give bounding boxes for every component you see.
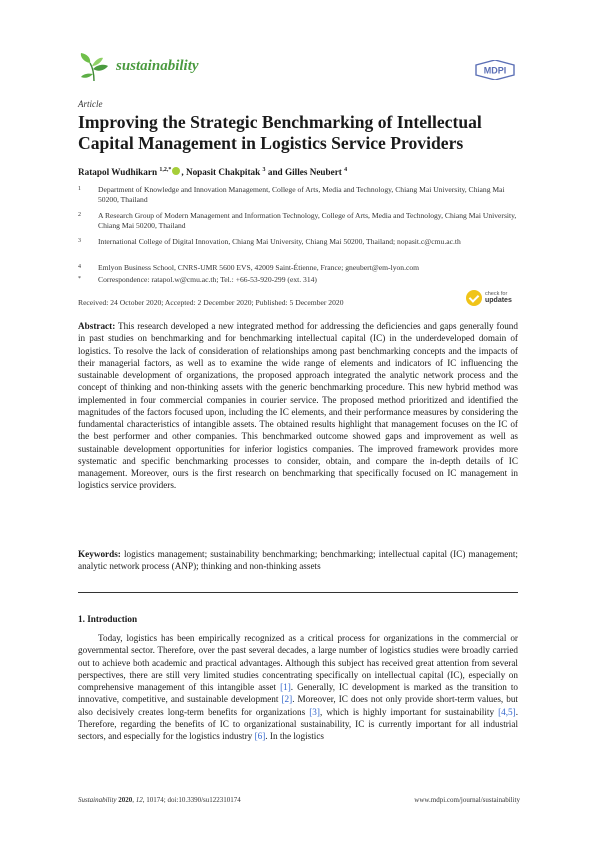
check-updates-icon	[466, 290, 482, 306]
intro-text: Today, logistics has been empirically recognized as a critical process for organizations in the commercial or governmental sector. Therefore, over the past several decades, a large number of logistics studies were broadly carried out to achieve both academic and practical advantages. Although this subject has received great attention from several perspectives, there are still very limited studies concentrating specifically on intellectual capital (IC), especially on comprehensive management of this intangible asset	[78, 633, 518, 692]
introduction-paragraph	[78, 632, 518, 742]
keywords	[78, 548, 518, 573]
intro-text: . Generally, IC development is marked as the transition to innovative, competitive, and sustainable development	[78, 682, 518, 705]
orcid-icon[interactable]	[172, 167, 180, 175]
affiliation-text: International College of Digital Innovation, Chiang Mai University, Chiang Mai 50200, Thailand; nopasit.c@cmu.ac.th	[98, 237, 461, 246]
author-affiliation-mark: 4	[344, 167, 348, 173]
article-title: Improving the Strategic Benchmarking of Intellectual Capital Management in Logistics Service Providers	[78, 112, 482, 153]
citation-link[interactable]: [4,5]	[498, 706, 516, 717]
abstract	[78, 320, 518, 492]
check-for-updates-button[interactable]	[466, 290, 520, 308]
affiliation-number: 4	[78, 264, 81, 270]
author-affiliation-mark: 3	[262, 167, 266, 173]
author-name[interactable]: Ratapol Wudhikarn	[78, 167, 158, 178]
author-affiliation-mark: 1,2,*	[159, 167, 172, 173]
keywords-text: logistics management; sustainability benchmarking; benchmarking; intellectual capital (IC) management; analytic network process (ANP); thinking and non-thinking assets	[78, 549, 518, 572]
affiliation-text: A Research Group of Modern Management and Information Technology, College of Arts, Media and Technology, Chiang Mai University, Chiang Mai 50200, Thailand	[98, 211, 517, 231]
section-heading: 1. Introduction	[78, 614, 138, 624]
intro-text: . Therefore, regarding the benefits of IC to organizational sustainability, IC is currently important for all industrial sectors, and especially for the logistics industry	[78, 706, 519, 741]
author-list: Ratapol Wudhikarn $^{1,2,*}$ , Nopasit Chakpitak $^3$ and Gilles Neubert $^4$	[78, 167, 348, 178]
footer-volume: 12	[135, 796, 143, 804]
citation-link[interactable]: [2]	[281, 694, 293, 705]
journal-name: sustainability	[116, 58, 199, 74]
citation-link[interactable]: [6]	[254, 731, 266, 741]
publication-dates: Received: 24 October 2020; Accepted: 2 December 2020; Published: 5 December 2020	[78, 298, 344, 307]
intro-text: , which is highly important for sustainability	[319, 706, 499, 717]
correspondence-text: Correspondence: ratapol.w@cmu.ac.th; Tel.: +66-53-920-299 (ext. 314)	[98, 275, 317, 284]
abstract-text: This research developed a new integrated method for addressing the deficiencies and gaps generally found in past studies on benchmarking and for benchmarking intellectual capital (IC) in the underdeveloped domain of logistics. To resolve the lack of consideration of relationships among past benchmarking concepts and the impacts of their managerial factors, as well as to examine the wide range of elements and indicators of IC influencing the sustainable development of organizations, the proposed approach integrated the analytic network process and the concept of thinking and non-thinking assets with the generic benchmarking procedure. This new hybrid method was implemented in four commercial companies in courier service. The proposed method prioritized and identified the magnitudes of the factors focused upon, including the IC elements, and their performance measures by considering the fundamental characteristics of intangible assets. The obtained results highlight that management focuses on the IC of the best performer and other companies. This benchmarked outcome showed gaps and improvement as well as sustainable development opportunities for inferior logistics companies. The improved framework provides more systematic and specific benchmarking processes to consider, obtain, and compare the in-depth details of IC management. Moreover, ours is the first research on benchmarking that specifically focused on IC management in logistics service providers.	[78, 321, 518, 491]
publisher-logo-text: MDPI	[483, 65, 507, 76]
keywords-label: Keywords:	[78, 549, 121, 559]
affiliation-number: 1	[78, 186, 81, 192]
intro-text: . In the logistics	[265, 731, 324, 741]
affiliation-number: 2	[78, 212, 81, 218]
intro-text: . Moreover, IC does not only provide short-term values, but also decisively creates long-term benefits for organizations	[78, 694, 518, 717]
affiliation-text: Department of Knowledge and Innovation Management, College of Arts, Media and Technology, Chiang Mai University, Chiang Mai 50200, Thailand	[98, 185, 505, 205]
article-type: Article	[78, 99, 103, 109]
author-name[interactable]: Gilles Neubert	[284, 167, 342, 178]
sustainability-leaf-logo-icon	[78, 52, 110, 82]
footer-doi: , 10174; doi:10.3390/su122310174	[142, 796, 241, 804]
check-updates-line2: updates	[485, 297, 512, 304]
check-updates-line1: check for	[485, 291, 508, 297]
footer-year: 2020	[118, 796, 133, 804]
section-divider	[78, 592, 518, 593]
correspondence-mark: *	[78, 276, 81, 282]
footer-journal: Sustainability	[78, 796, 117, 804]
author-name[interactable]: Nopasit Chakpitak	[185, 167, 261, 178]
footer-citation: Sustainability 2020, 12, 10174; doi:10.3390/su122310174	[78, 796, 241, 804]
footer-url-link[interactable]: www.mdpi.com/journal/sustainability	[414, 796, 520, 804]
affiliation-text: Emlyon Business School, CNRS-UMR 5600 EVS, 42009 Saint-Étienne, France; gneubert@em-lyon.com	[98, 263, 420, 272]
abstract-label: Abstract:	[78, 321, 116, 331]
citation-link[interactable]: [3]	[309, 706, 320, 717]
mdpi-logo-icon	[474, 60, 516, 80]
citation-link[interactable]: [1]	[280, 682, 291, 692]
affiliation-number: 3	[78, 238, 81, 244]
